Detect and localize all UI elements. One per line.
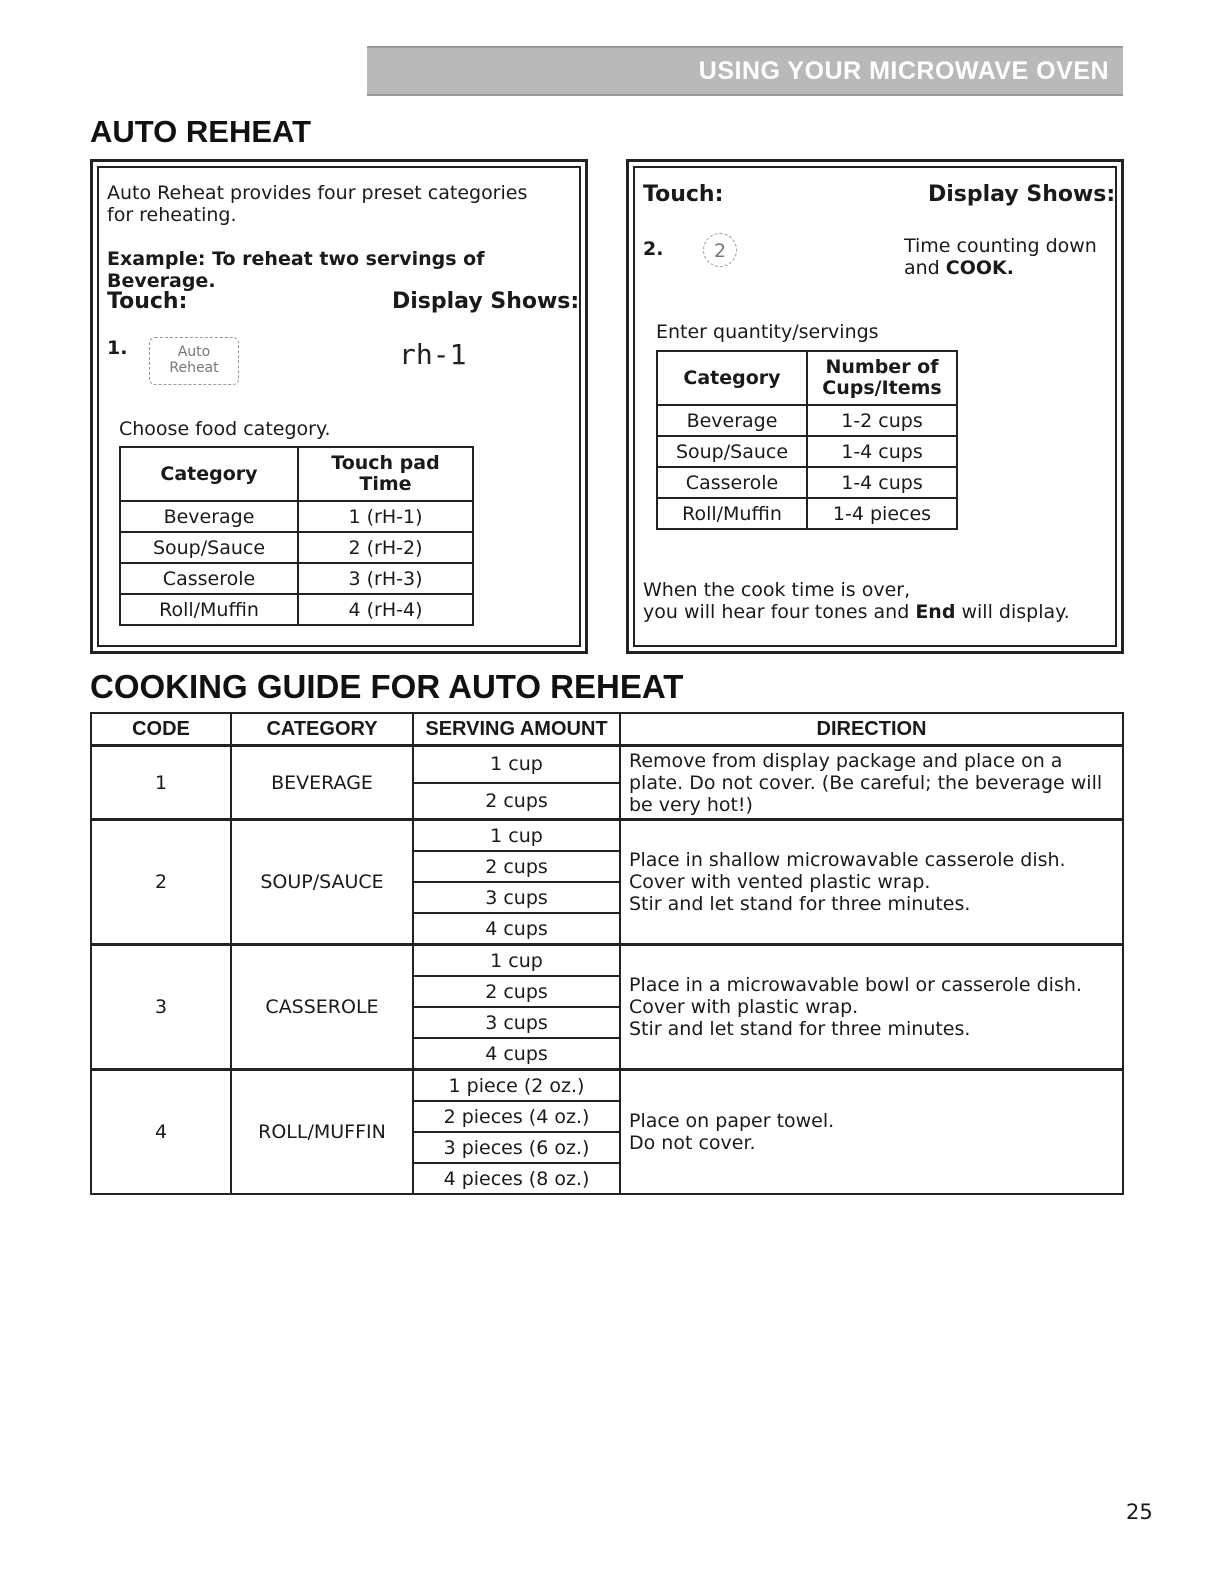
table-row: [657, 467, 957, 498]
table-cell: Roll/Muffin: [120, 594, 298, 625]
table-cell: Casserole: [657, 467, 807, 498]
end-line1: When the cook time is over,: [643, 579, 911, 601]
table-header-touchpad: [298, 447, 473, 501]
serving-cell: 4 cups: [413, 913, 620, 945]
section-banner-text: USING YOUR MICROWAVE OVEN: [698, 57, 1109, 85]
direction-line: Do not cover.: [629, 1132, 756, 1154]
table-row: [91, 1070, 1123, 1102]
table-cell: Roll/Muffin: [657, 498, 807, 529]
step2-display-cook: COOK.: [945, 257, 1014, 279]
intro-line2: for reheating.: [107, 204, 237, 226]
auto-reheat-button-line1: Auto: [177, 344, 211, 360]
cooking-guide-table: [90, 712, 1124, 1195]
direction-cell: [620, 820, 1123, 945]
table-row: [657, 436, 957, 467]
table-row: [657, 498, 957, 529]
table-cell: Beverage: [657, 405, 807, 436]
col-header-category: CATEGORY: [231, 713, 413, 746]
table-header-category: Category: [657, 351, 807, 405]
serving-cell: 1 cup: [413, 746, 620, 783]
step2-display-and: and: [904, 257, 946, 279]
serving-cell: 4 cups: [413, 1038, 620, 1070]
code-cell: 1: [91, 746, 231, 820]
auto-reheat-step2-box: [626, 159, 1124, 654]
end-line2: [643, 601, 1070, 623]
auto-reheat-button-line2: Reheat: [169, 360, 219, 376]
direction-line: Cover with vented plastic wrap.: [629, 871, 931, 893]
direction-line: Remove from display package and place on a: [629, 749, 1063, 772]
display-shows-label: Display Shows:: [392, 289, 580, 314]
table-row: [120, 563, 473, 594]
enter-quantity-text: Enter quantity/servings: [656, 321, 879, 343]
table-header-number-line1: Number of: [825, 356, 939, 378]
category-cell: BEVERAGE: [231, 746, 413, 820]
serving-cell: 1 piece (2 oz.): [413, 1070, 620, 1102]
table-cell: Casserole: [120, 563, 298, 594]
end-line2-pre: you will hear four tones and: [643, 601, 916, 623]
direction-line: Place on paper towel.: [629, 1110, 835, 1132]
direction-line: Place in a microwavable bowl or casserole dish.: [629, 974, 1082, 996]
table-row: [120, 501, 473, 532]
serving-cell: 2 pieces (4 oz.): [413, 1101, 620, 1132]
col-header-serving: SERVING AMOUNT: [413, 713, 620, 746]
table-cell: 1-2 cups: [807, 405, 957, 436]
touch-label: Touch:: [107, 289, 188, 314]
table-header-category: Category: [120, 447, 298, 501]
step2-display-line1: Time counting down: [904, 235, 1097, 257]
category-cell: ROLL/MUFFIN: [231, 1070, 413, 1195]
table-cell: Soup/Sauce: [657, 436, 807, 467]
category-cell: SOUP/SAUCE: [231, 820, 413, 945]
direction-line: Cover with plastic wrap.: [629, 996, 859, 1018]
category-cell: CASSEROLE: [231, 945, 413, 1070]
quantity-table: [656, 350, 958, 530]
direction-line: Place in shallow microwavable casserole dish.: [629, 849, 1066, 871]
table-cell: 2 (rH-2): [298, 532, 473, 563]
intro-line1: Auto Reheat provides four preset categories: [107, 182, 528, 204]
page-number: 25: [1126, 1500, 1153, 1524]
code-cell: 4: [91, 1070, 231, 1195]
table-cell: 1-4 pieces: [807, 498, 957, 529]
col-header-code: CODE: [91, 713, 231, 746]
table-header-number: [807, 351, 957, 405]
direction-cell: [620, 1070, 1123, 1195]
table-cell: Beverage: [120, 501, 298, 532]
code-cell: 3: [91, 945, 231, 1070]
table-row: [91, 820, 1123, 852]
code-cell: 2: [91, 820, 231, 945]
display-shows-label-2: Display Shows:: [928, 182, 1116, 207]
table-cell: 3 (rH-3): [298, 563, 473, 594]
col-header-direction: DIRECTION: [620, 713, 1123, 746]
auto-reheat-step1-box: [90, 159, 588, 654]
end-word: End: [915, 601, 956, 623]
serving-cell: 4 pieces (8 oz.): [413, 1163, 620, 1194]
table-row: [120, 532, 473, 563]
serving-cell: 3 cups: [413, 1007, 620, 1038]
direction-line: Stir and let stand for three minutes.: [629, 893, 971, 915]
table-header-touchpad-line1: Touch pad: [331, 452, 440, 474]
end-line2-post: will display.: [955, 601, 1070, 623]
serving-cell: 2 cups: [413, 976, 620, 1007]
section-banner: [367, 46, 1123, 96]
table-row: [91, 746, 1123, 783]
step1-number: 1.: [107, 337, 128, 359]
serving-cell: 3 cups: [413, 882, 620, 913]
direction-line: plate. Do not cover. (Be careful; the beverage will: [629, 771, 1103, 794]
direction-cell: [620, 746, 1123, 820]
table-cell: 1-4 cups: [807, 436, 957, 467]
table-cell: 1 (rH-1): [298, 501, 473, 532]
serving-cell: 1 cup: [413, 945, 620, 977]
table-header-number-line2: Cups/Items: [822, 377, 942, 399]
touch-label-2: Touch:: [643, 182, 724, 207]
example-text: Example: To reheat two servings of Beverage.: [107, 248, 485, 292]
serving-cell: 3 pieces (6 oz.): [413, 1132, 620, 1163]
table-row: [91, 945, 1123, 977]
step1-display: rh-1: [399, 338, 467, 371]
table-cell: 1-4 cups: [807, 467, 957, 498]
table-header-touchpad-line2: Time: [359, 473, 412, 495]
auto-reheat-button[interactable]: [149, 337, 239, 385]
auto-reheat-title: AUTO REHEAT: [90, 114, 312, 149]
step2-number: 2.: [643, 238, 664, 260]
table-cell: 4 (rH-4): [298, 594, 473, 625]
step2-display-line2: [904, 257, 1014, 279]
category-touchpad-table: [119, 446, 474, 626]
table-row: [120, 594, 473, 625]
choose-category-text: Choose food category.: [119, 418, 331, 440]
direction-line: be very hot!): [629, 793, 753, 816]
cooking-guide-title: COOKING GUIDE FOR AUTO REHEAT: [90, 668, 684, 705]
direction-line: Stir and let stand for three minutes.: [629, 1018, 971, 1040]
direction-cell: [620, 945, 1123, 1070]
table-cell: Soup/Sauce: [120, 532, 298, 563]
table-row: [657, 405, 957, 436]
serving-cell: 2 cups: [413, 783, 620, 820]
serving-cell: 1 cup: [413, 820, 620, 852]
number-2-button[interactable]: 2: [703, 233, 737, 267]
serving-cell: 2 cups: [413, 851, 620, 882]
